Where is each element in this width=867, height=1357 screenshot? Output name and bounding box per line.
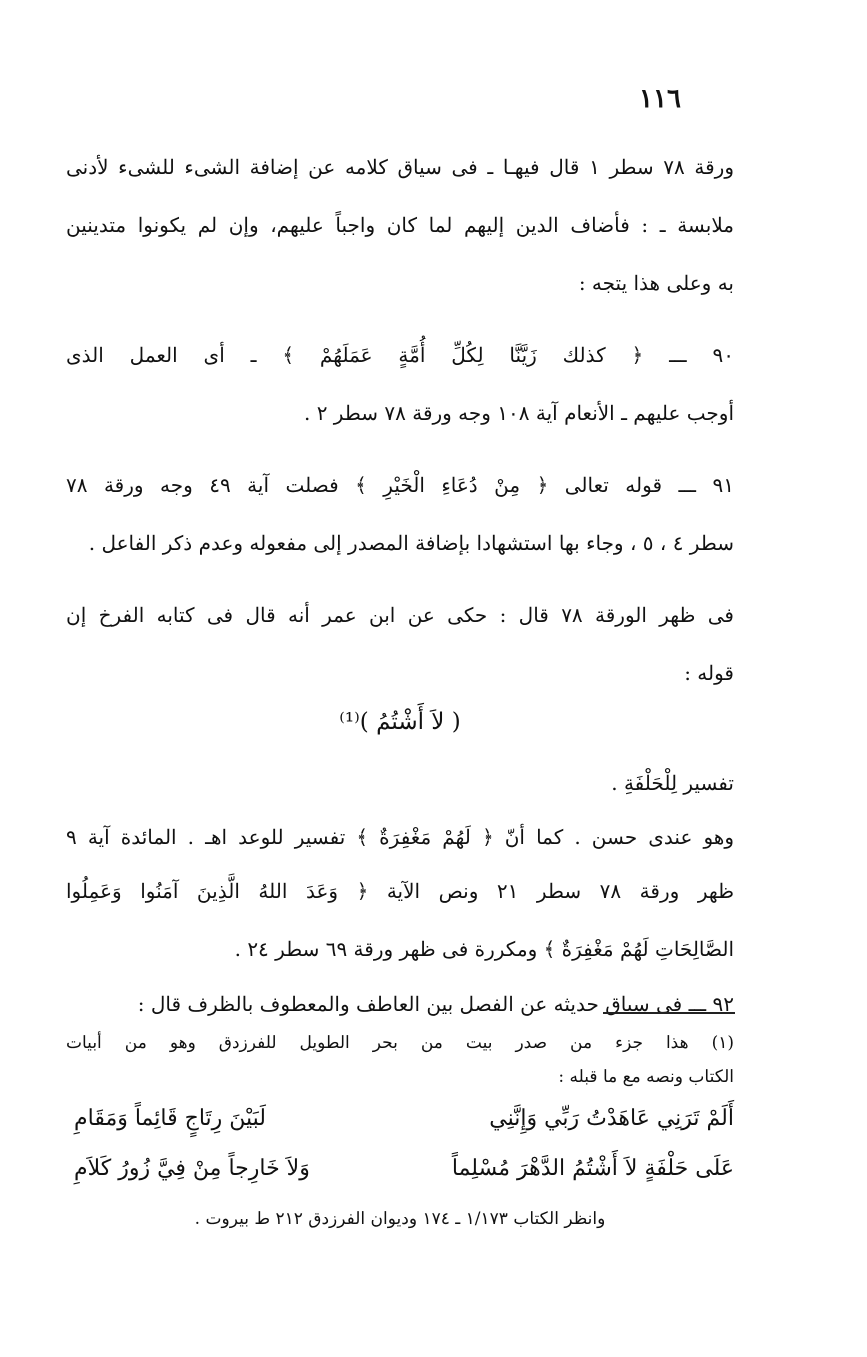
- main-text: [66, 138, 734, 1030]
- text-line: قوله :: [684, 661, 734, 685]
- text-line: ٩٢ ـــ فى سياق حديثه عن الفصل بين العاطف والمعطوف بالظرف قال :: [137, 992, 734, 1016]
- text-line: الصَّالِحَاتِ لَهُمْ مَغْفِرَةٌ ﴾ ومكررة فى ظهر ورقة ٦٩ سطر ٢٤ .: [234, 937, 734, 961]
- text-line: أوجب عليهم ـ الأنعام آية ١٠٨ وجه ورقة ٧٨ سطر ٢ .: [303, 401, 734, 425]
- text-line: فى ظهر الورقة ٧٨ قال : حكى عن ابن عمر أنه قال فى كتابه الفرخ إن: [66, 603, 734, 627]
- footnote-line: الكتاب ونصه مع ما قبله :: [558, 1067, 734, 1087]
- text-line: ظهر ورقة ٧٨ سطر ٢١ ونص الآية ﴿ وَعَدَ اللهُ الَّذِينَ آمَنُوا وَعَمِلُوا: [66, 879, 734, 903]
- verse-hemistich: وَلاَ خَارِجاً مِنْ فِيَّ زُورُ كَلاَمِ: [74, 1156, 310, 1181]
- verse-line: [66, 1144, 734, 1194]
- page-number: ١١٦: [639, 84, 681, 114]
- footnote-separator: [603, 1012, 735, 1014]
- verse-hemistich: لَبَيْنَ رِتَاجٍ قَائِماً وَمَقَامِ: [74, 1106, 266, 1131]
- text-line: ورقة ٧٨ سطر ١ قال فيهـا ـ فى سياق كلامه عن إضافة الشىء للشىء لأدنى: [66, 155, 734, 179]
- text-line: وهو عندى حسن . كما أنّ ﴿ لَهُمْ مَغْفِرَةٌ ﴾ تفسير للوعد اهـ . المائدة آية ٩: [66, 825, 734, 849]
- verse-hemistich: عَلَى حَلْفَةٍ لاَ أَشْتُمُ الدَّهْرَ مُسْلِماً: [451, 1156, 734, 1181]
- footnote-reference: وانظر الكتاب ١/١٧٣ ـ ١٧٤ وديوان الفرزدق ٢١٢ ط بيروت .: [194, 1209, 606, 1229]
- text-line: ملابسة ـ : فأضاف الدين إليهم لما كان واجباً عليهم، وإن لم يكونوا متدينين: [66, 213, 734, 237]
- text-line: ٩٠ ـــ ﴿ كذلك زَيَّنَّا لِكُلِّ أُمَّةٍ عَمَلَهُمْ ﴾ ـ أى العمل الذى: [66, 343, 734, 367]
- footnote-line: (١) هذا جزء من صدر بيت من بحر الطويل للفرزدق وهو من أبيات: [66, 1033, 734, 1053]
- text-line: به وعلى هذا يتجه :: [578, 271, 734, 295]
- text-line: تفسير لِلْحَلْفَةِ .: [611, 771, 734, 795]
- verse-line: [66, 1094, 734, 1144]
- footnote: [66, 1026, 734, 1242]
- text-line: ٩١ ـــ قوله تعالى ﴿ مِنْ دُعَاءِ الْخَيْرِ ﴾ فصلت آية ٤٩ وجه ورقة ٧٨: [66, 473, 734, 497]
- quoted-phrase: ( لاَ أَشْتُمُ )⁽¹⁾: [339, 709, 461, 735]
- text-line: سطر ٤ ، ٥ ، وجاء بها استشهادا بإضافة المصدر إلى مفعوله وعدم ذكر الفاعل .: [88, 531, 734, 555]
- verse-hemistich: أَلَمْ تَرَنِي عَاهَدْتُ رَبِّي وَإِنَّنِي: [489, 1106, 734, 1131]
